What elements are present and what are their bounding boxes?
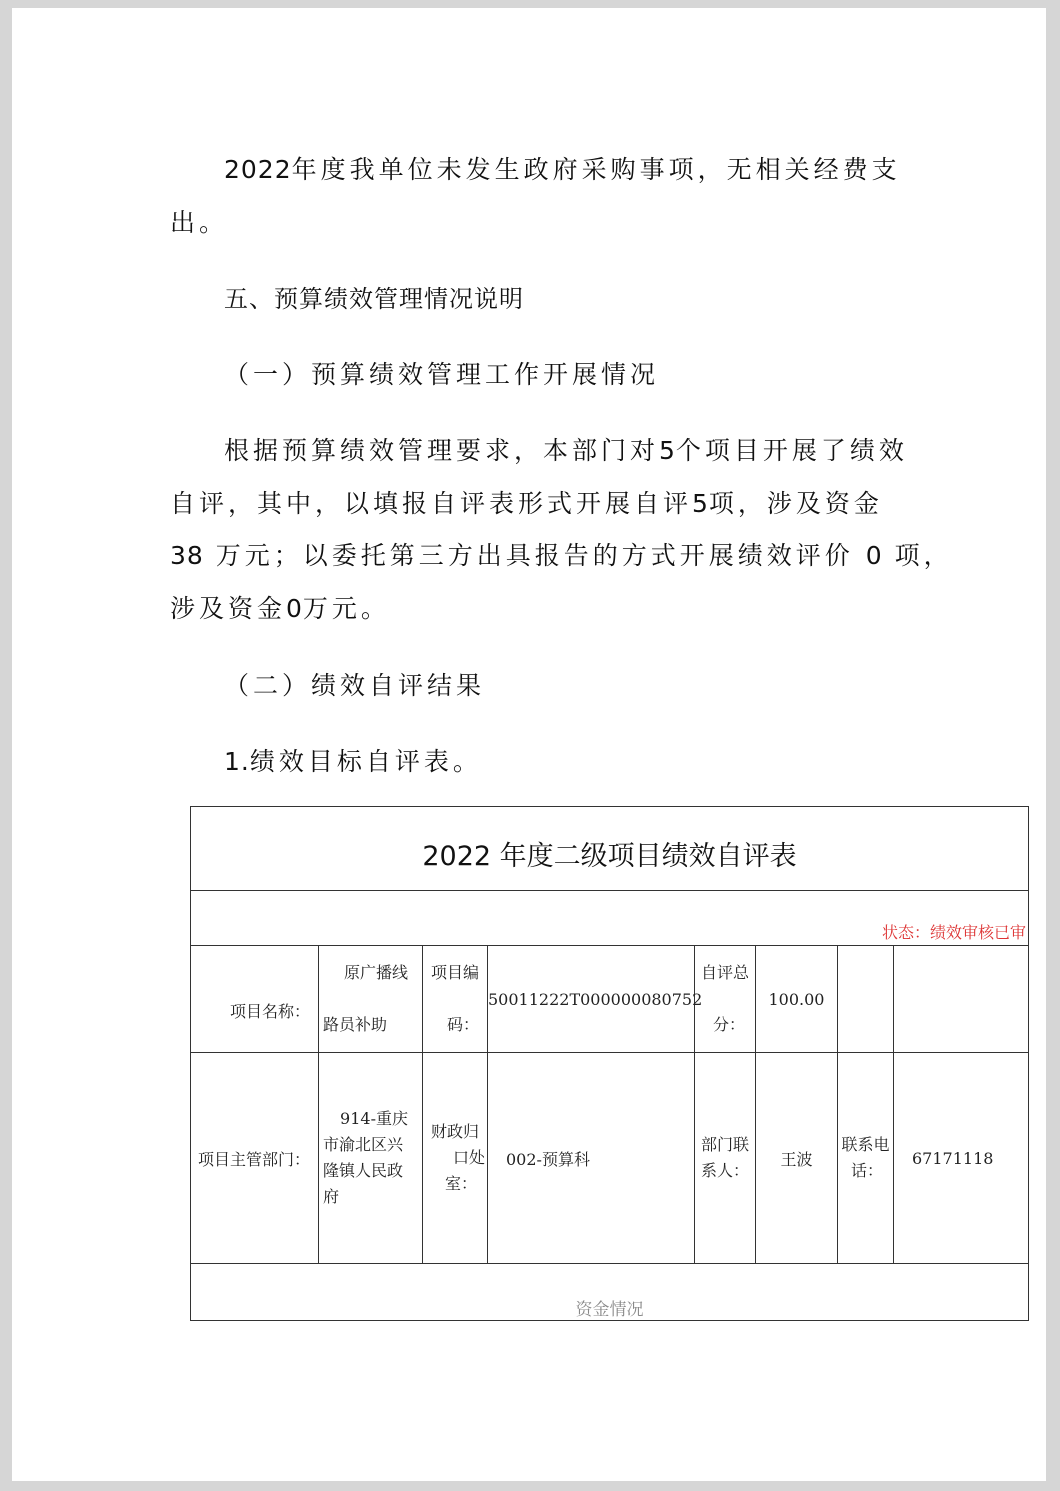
third-party-funds: 0 [286,594,303,623]
label-line: 联系电 [841,1135,890,1154]
text-segment: 项， [894,541,953,570]
table-row [191,946,1029,1053]
self-evaluation-table [190,806,1029,1321]
paragraph-evaluation-line4 [170,583,890,635]
value-line: 隆镇人民政 [323,1161,404,1180]
dept-value [319,1053,423,1264]
phone-value: 67171118 [894,1053,1029,1264]
dept-label: 项目主管部门： [191,1053,319,1264]
label-line: 室： [444,1174,477,1193]
self-score-label [695,946,756,1053]
document-page [12,8,1046,1481]
project-name-value [319,946,423,1053]
text-segment: 项，涉及资金 [708,489,883,518]
contact-label [695,1053,756,1264]
paragraph-evaluation-line3 [170,530,953,582]
label-line: 部门联 [700,1135,749,1154]
project-name-label [191,946,319,1053]
label-line: 口处 [452,1148,485,1167]
paragraph-procurement-line1 [224,144,944,196]
empty-cell [894,946,1029,1053]
empty-cell [838,946,894,1053]
label-line: 项目编 [430,963,479,982]
label-text: 项目名称： [229,1002,310,1021]
status-badge: 状态：绩效审核已审 [882,923,1027,942]
paragraph-evaluation-line2 [170,478,890,530]
label-line: 系人： [700,1161,749,1180]
list-text: 绩效目标自评表。 [249,747,482,776]
paragraph-evaluation-line1 [224,425,944,477]
project-code-label [423,946,488,1053]
text-segment: 根据预算绩效管理要求，本部门对 [224,436,660,465]
value-line: 路员补助 [323,1015,388,1034]
value-line: 原广播线 [343,963,408,982]
label-line: 话： [850,1161,883,1180]
text-segment: 万元。 [302,594,390,623]
self-evaluation-table-wrapper [190,806,1028,1320]
list-number: 1. [224,747,250,776]
year-number: 2022 [224,155,292,184]
text-segment: 涉及资金 [170,594,287,623]
text-segment: 万元；以委托第三方出具报告的方式开展绩效评价 [215,541,854,570]
third-party-count: 0 [865,541,883,570]
label-line: 码： [446,1015,479,1034]
list-item-1 [224,736,944,788]
project-code-value: 50011222T000000080752 [488,946,695,1053]
section-heading-5: 五、预算绩效管理情况说明 [224,285,524,313]
table-title: 2022 年度二级项目绩效自评表 [191,807,1029,891]
subsection-heading-2: （二）绩效自评结果 [224,671,486,700]
project-count: 5 [659,436,676,465]
funds-amount: 38 [170,541,204,570]
phone-label [838,1053,894,1264]
label-line: 财政归 [430,1122,479,1141]
label-line: 分： [712,1015,745,1034]
value-line: 府 [323,1187,340,1206]
text-segment: 个项目开展了绩效 [675,436,908,465]
finance-office-value: 002-预算科 [488,1053,695,1264]
finance-office-label [423,1053,488,1264]
paragraph-procurement-line2: 出。 [170,208,229,237]
value-line: 914-重庆 [340,1109,408,1128]
funds-heading: 资金情况 [191,1264,1029,1321]
self-score-value: 100.00 [756,946,838,1053]
self-eval-count: 5 [692,489,709,518]
text-segment: 自评，其中，以填报自评表形式开展自评 [170,489,693,518]
contact-value: 王波 [756,1053,838,1264]
status-row [191,891,1029,946]
procurement-text: 年度我单位未发生政府采购事项，无相关经费支 [291,155,901,184]
label-line: 自评总 [700,963,749,982]
table-row [191,1053,1029,1264]
subsection-heading-1: （一）预算绩效管理工作开展情况 [224,360,660,389]
value-line: 市渝北区兴 [323,1135,404,1154]
